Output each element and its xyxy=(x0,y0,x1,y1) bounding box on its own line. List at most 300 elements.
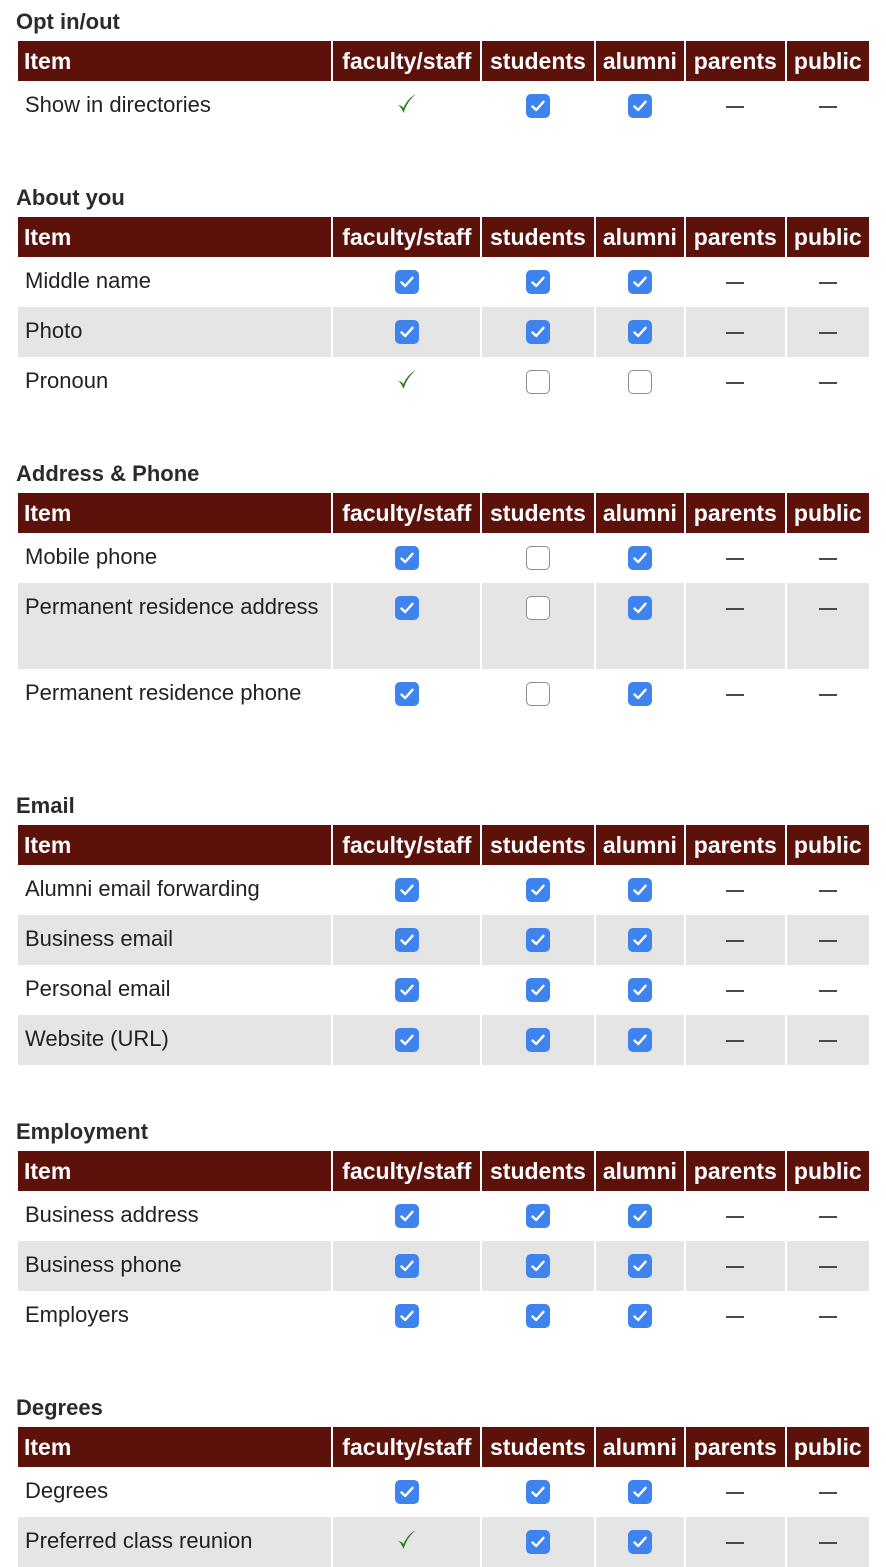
cell-wrap xyxy=(787,307,869,334)
cell-students xyxy=(482,307,594,357)
checked-checkbox[interactable] xyxy=(628,1304,652,1328)
column-header-faculty-staff: faculty/staff xyxy=(333,1427,480,1467)
cell-parents xyxy=(686,915,784,965)
cell-wrap xyxy=(787,257,869,284)
not-applicable-dash-icon xyxy=(726,1316,744,1318)
cell-wrap xyxy=(787,865,869,892)
visibility-table xyxy=(16,1151,871,1341)
checked-checkbox[interactable] xyxy=(628,1028,652,1052)
cell-wrap xyxy=(333,965,480,1002)
cell-wrap xyxy=(482,1291,594,1328)
column-header-public: public xyxy=(787,825,869,865)
cell-wrap xyxy=(686,1291,784,1318)
cell-wrap xyxy=(686,583,784,610)
cell-faculty-staff xyxy=(333,965,480,1015)
not-applicable-dash-icon xyxy=(819,1316,837,1318)
column-header-faculty-staff: faculty/staff xyxy=(333,41,480,81)
cell-alumni xyxy=(596,1291,684,1341)
not-applicable-dash-icon xyxy=(726,890,744,892)
column-header-students: students xyxy=(482,825,594,865)
not-applicable-dash-icon xyxy=(819,890,837,892)
cell-wrap xyxy=(482,357,594,394)
checked-checkbox[interactable] xyxy=(628,682,652,706)
cell-parents xyxy=(686,1517,784,1567)
checked-checkbox[interactable] xyxy=(395,270,419,294)
cell-alumni xyxy=(596,1517,684,1567)
cell-public xyxy=(787,583,869,669)
column-header-alumni: alumni xyxy=(596,493,684,533)
cell-wrap xyxy=(787,1291,869,1318)
cell-students xyxy=(482,669,594,755)
cell-wrap xyxy=(686,1517,784,1544)
cell-wrap xyxy=(596,81,684,118)
cell-parents xyxy=(686,669,784,755)
cell-parents xyxy=(686,1191,784,1241)
cell-wrap xyxy=(787,81,869,108)
column-header-item: Item xyxy=(18,825,331,865)
table-header-row xyxy=(18,1151,869,1191)
cell-public xyxy=(787,1291,869,1341)
cell-faculty-staff xyxy=(333,307,480,357)
cell-students xyxy=(482,583,594,669)
cell-wrap xyxy=(596,1241,684,1278)
cell-wrap xyxy=(333,1015,480,1052)
checked-checkbox[interactable] xyxy=(395,546,419,570)
column-header-item: Item xyxy=(18,1427,331,1467)
cell-wrap xyxy=(482,865,594,902)
not-applicable-dash-icon xyxy=(726,1492,744,1494)
cell-parents xyxy=(686,1291,784,1341)
checked-checkbox[interactable] xyxy=(526,1530,550,1554)
cell-wrap xyxy=(333,1241,480,1278)
cell-parents xyxy=(686,257,784,307)
row-label: Permanent residence address xyxy=(18,583,331,669)
column-header-item: Item xyxy=(18,493,331,533)
not-applicable-dash-icon xyxy=(726,1040,744,1042)
green-checkmark-icon xyxy=(394,370,420,399)
table-row xyxy=(18,533,869,583)
cell-public xyxy=(787,1241,869,1291)
cell-wrap xyxy=(596,1191,684,1228)
row-label: Degrees xyxy=(25,1478,109,1503)
not-applicable-dash-icon xyxy=(819,1266,837,1268)
column-header-item: Item xyxy=(18,41,331,81)
section-title: Employment xyxy=(16,1119,149,1144)
cell-wrap xyxy=(686,307,784,334)
cell-public xyxy=(787,1517,869,1567)
row-label: Pronoun xyxy=(25,368,109,393)
cell-alumni xyxy=(596,965,684,1015)
row-label: Website (URL) xyxy=(18,1015,331,1065)
cell-alumni xyxy=(596,81,684,131)
cell-alumni xyxy=(596,357,684,407)
cell-wrap xyxy=(333,81,480,123)
cell-public xyxy=(787,669,869,755)
table-row xyxy=(18,1015,869,1065)
table-header-row xyxy=(18,41,869,81)
table-row xyxy=(18,669,869,755)
visibility-table xyxy=(16,1427,871,1567)
cell-parents xyxy=(686,865,784,915)
cell-parents xyxy=(686,1015,784,1065)
column-header-students: students xyxy=(482,1151,594,1191)
cell-public xyxy=(787,257,869,307)
not-applicable-dash-icon xyxy=(819,1040,837,1042)
column-header-students: students xyxy=(482,41,594,81)
checked-checkbox[interactable] xyxy=(628,270,652,294)
section-title: Opt in/out xyxy=(16,9,120,34)
cell-public xyxy=(787,81,869,131)
cell-alumni xyxy=(596,865,684,915)
checked-checkbox[interactable] xyxy=(628,546,652,570)
cell-students xyxy=(482,865,594,915)
table-row xyxy=(18,965,869,1015)
column-header-parents: parents xyxy=(686,1427,784,1467)
not-applicable-dash-icon xyxy=(819,608,837,610)
cell-wrap xyxy=(686,915,784,942)
cell-students xyxy=(482,1291,594,1341)
cell-wrap xyxy=(596,1291,684,1328)
cell-public xyxy=(787,1015,869,1065)
checked-checkbox[interactable] xyxy=(395,1480,419,1504)
checked-checkbox[interactable] xyxy=(628,1530,652,1554)
row-label: Employers xyxy=(25,1302,129,1327)
cell-wrap xyxy=(333,533,480,570)
checked-checkbox[interactable] xyxy=(395,978,419,1002)
unchecked-checkbox[interactable] xyxy=(628,370,652,394)
checked-checkbox[interactable] xyxy=(395,596,419,620)
checked-checkbox[interactable] xyxy=(526,928,550,952)
cell-faculty-staff xyxy=(333,1467,480,1517)
green-checkmark-icon xyxy=(394,94,420,123)
row-label: Business email xyxy=(18,915,331,965)
cell-wrap xyxy=(686,81,784,108)
cell-wrap xyxy=(686,865,784,892)
cell-alumni xyxy=(596,583,684,669)
not-applicable-dash-icon xyxy=(819,382,837,384)
checked-checkbox[interactable] xyxy=(395,1204,419,1228)
cell-wrap xyxy=(482,533,594,570)
cell-faculty-staff xyxy=(333,915,480,965)
unchecked-checkbox[interactable] xyxy=(526,682,550,706)
cell-wrap xyxy=(787,583,869,610)
cell-alumni xyxy=(596,1015,684,1065)
cell-students xyxy=(482,257,594,307)
cell-wrap xyxy=(482,965,594,1002)
cell-wrap xyxy=(787,533,869,560)
cell-alumni xyxy=(596,533,684,583)
cell-wrap xyxy=(482,1015,594,1052)
not-applicable-dash-icon xyxy=(726,608,744,610)
cell-wrap xyxy=(686,533,784,560)
column-header-parents: parents xyxy=(686,1151,784,1191)
cell-wrap xyxy=(686,1241,784,1268)
column-header-alumni: alumni xyxy=(596,825,684,865)
column-header-students: students xyxy=(482,217,594,257)
cell-public xyxy=(787,307,869,357)
cell-students xyxy=(482,915,594,965)
visibility-table xyxy=(16,41,871,131)
table-row xyxy=(18,583,869,669)
cell-wrap xyxy=(686,1191,784,1218)
not-applicable-dash-icon xyxy=(726,282,744,284)
column-header-alumni: alumni xyxy=(596,217,684,257)
cell-wrap xyxy=(482,1467,594,1504)
checked-checkbox[interactable] xyxy=(526,1204,550,1228)
section-title: Degrees xyxy=(16,1395,103,1420)
not-applicable-dash-icon xyxy=(819,940,837,942)
cell-wrap xyxy=(333,257,480,294)
checked-checkbox[interactable] xyxy=(628,1204,652,1228)
column-header-parents: parents xyxy=(686,825,784,865)
cell-wrap xyxy=(596,533,684,570)
cell-wrap xyxy=(787,1015,869,1042)
cell-wrap xyxy=(333,865,480,902)
cell-wrap xyxy=(482,1241,594,1278)
cell-wrap xyxy=(686,1467,784,1494)
table-row xyxy=(18,915,869,965)
row-label: Business address xyxy=(25,1202,199,1227)
checked-checkbox[interactable] xyxy=(628,1254,652,1278)
cell-wrap xyxy=(596,583,684,620)
cell-wrap xyxy=(596,257,684,294)
cell-students xyxy=(482,965,594,1015)
cell-alumni xyxy=(596,257,684,307)
cell-wrap xyxy=(686,1015,784,1042)
table-header-row xyxy=(18,493,869,533)
visibility-table xyxy=(16,825,871,1065)
table-row xyxy=(18,1241,869,1291)
row-label: Photo xyxy=(18,307,331,357)
table-row xyxy=(18,1467,869,1517)
cell-wrap xyxy=(482,1517,594,1554)
not-applicable-dash-icon xyxy=(726,1266,744,1268)
cell-wrap xyxy=(596,915,684,952)
cell-alumni xyxy=(596,1241,684,1291)
cell-wrap xyxy=(686,669,784,696)
column-header-faculty-staff: faculty/staff xyxy=(333,1151,480,1191)
column-header-parents: parents xyxy=(686,493,784,533)
cell-parents xyxy=(686,533,784,583)
column-header-item: Item xyxy=(18,1151,331,1191)
green-checkmark-icon xyxy=(394,1530,420,1559)
checked-checkbox[interactable] xyxy=(628,878,652,902)
cell-alumni xyxy=(596,307,684,357)
not-applicable-dash-icon xyxy=(819,106,837,108)
checked-checkbox[interactable] xyxy=(628,320,652,344)
cell-wrap xyxy=(596,669,684,706)
row-label: Middle name xyxy=(25,268,151,293)
cell-faculty-staff xyxy=(333,357,480,407)
cell-faculty-staff xyxy=(333,1291,480,1341)
cell-students xyxy=(482,81,594,131)
row-label: Alumni email forwarding xyxy=(25,876,260,901)
checked-checkbox[interactable] xyxy=(395,878,419,902)
checked-checkbox[interactable] xyxy=(395,928,419,952)
cell-parents xyxy=(686,583,784,669)
row-label: Preferred class reunion xyxy=(18,1517,331,1567)
cell-faculty-staff xyxy=(333,1241,480,1291)
cell-wrap xyxy=(333,1291,480,1328)
checked-checkbox[interactable] xyxy=(395,1028,419,1052)
cell-parents xyxy=(686,1241,784,1291)
cell-wrap xyxy=(333,307,480,344)
not-applicable-dash-icon xyxy=(726,694,744,696)
column-header-public: public xyxy=(787,41,869,81)
not-applicable-dash-icon xyxy=(819,558,837,560)
cell-wrap xyxy=(596,1467,684,1504)
unchecked-checkbox[interactable] xyxy=(526,370,550,394)
not-applicable-dash-icon xyxy=(819,1216,837,1218)
cell-parents xyxy=(686,307,784,357)
checked-checkbox[interactable] xyxy=(395,1304,419,1328)
not-applicable-dash-icon xyxy=(726,382,744,384)
cell-wrap xyxy=(333,669,480,706)
cell-wrap xyxy=(596,965,684,1002)
cell-wrap xyxy=(333,583,480,620)
cell-students xyxy=(482,1517,594,1567)
cell-alumni xyxy=(596,669,684,755)
row-label: Personal email xyxy=(25,976,171,1001)
row-label: Show in directories xyxy=(25,92,211,117)
table-header-row xyxy=(18,825,869,865)
column-header-students: students xyxy=(482,1427,594,1467)
cell-faculty-staff xyxy=(333,1015,480,1065)
visibility-table xyxy=(16,493,871,755)
cell-wrap xyxy=(787,1241,869,1268)
cell-wrap xyxy=(787,1467,869,1494)
cell-wrap xyxy=(596,307,684,344)
cell-wrap xyxy=(686,965,784,992)
cell-wrap xyxy=(787,669,869,696)
cell-wrap xyxy=(787,357,869,384)
cell-wrap xyxy=(596,357,684,394)
row-label: Permanent residence phone xyxy=(25,680,302,705)
cell-wrap xyxy=(333,1191,480,1228)
not-applicable-dash-icon xyxy=(726,1542,744,1544)
cell-wrap xyxy=(482,257,594,294)
column-header-alumni: alumni xyxy=(596,1151,684,1191)
checked-checkbox[interactable] xyxy=(628,978,652,1002)
cell-students xyxy=(482,1467,594,1517)
checked-checkbox[interactable] xyxy=(628,596,652,620)
cell-wrap xyxy=(482,1191,594,1228)
unchecked-checkbox[interactable] xyxy=(526,596,550,620)
unchecked-checkbox[interactable] xyxy=(526,546,550,570)
not-applicable-dash-icon xyxy=(726,1216,744,1218)
cell-wrap xyxy=(596,1015,684,1052)
column-header-parents: parents xyxy=(686,41,784,81)
column-header-item: Item xyxy=(18,217,331,257)
cell-wrap xyxy=(482,915,594,952)
checked-checkbox[interactable] xyxy=(628,928,652,952)
not-applicable-dash-icon xyxy=(726,332,744,334)
not-applicable-dash-icon xyxy=(726,558,744,560)
cell-students xyxy=(482,533,594,583)
checked-checkbox[interactable] xyxy=(526,94,550,118)
cell-students xyxy=(482,1241,594,1291)
cell-wrap xyxy=(787,965,869,992)
cell-faculty-staff xyxy=(333,1517,480,1567)
table-row xyxy=(18,1191,869,1241)
column-header-alumni: alumni xyxy=(596,41,684,81)
cell-faculty-staff xyxy=(333,257,480,307)
table-row xyxy=(18,307,869,357)
cell-alumni xyxy=(596,1467,684,1517)
column-header-faculty-staff: faculty/staff xyxy=(333,493,480,533)
cell-wrap xyxy=(596,865,684,902)
checked-checkbox[interactable] xyxy=(395,1254,419,1278)
cell-wrap xyxy=(686,357,784,384)
cell-faculty-staff xyxy=(333,81,480,131)
checked-checkbox[interactable] xyxy=(526,1254,550,1278)
cell-public xyxy=(787,865,869,915)
cell-faculty-staff xyxy=(333,865,480,915)
cell-public xyxy=(787,915,869,965)
cell-faculty-staff xyxy=(333,583,480,669)
cell-public xyxy=(787,1191,869,1241)
not-applicable-dash-icon xyxy=(819,694,837,696)
checked-checkbox[interactable] xyxy=(395,320,419,344)
not-applicable-dash-icon xyxy=(726,940,744,942)
table-row xyxy=(18,1517,869,1567)
cell-parents xyxy=(686,357,784,407)
column-header-students: students xyxy=(482,493,594,533)
cell-faculty-staff xyxy=(333,533,480,583)
checked-checkbox[interactable] xyxy=(526,1480,550,1504)
not-applicable-dash-icon xyxy=(819,1492,837,1494)
not-applicable-dash-icon xyxy=(726,106,744,108)
cell-students xyxy=(482,1015,594,1065)
table-header-row xyxy=(18,217,869,257)
cell-wrap xyxy=(787,915,869,942)
checked-checkbox[interactable] xyxy=(526,978,550,1002)
column-header-public: public xyxy=(787,1151,869,1191)
section-title: Email xyxy=(16,793,75,818)
cell-alumni xyxy=(596,1191,684,1241)
checked-checkbox[interactable] xyxy=(526,1304,550,1328)
visibility-table xyxy=(16,217,871,407)
not-applicable-dash-icon xyxy=(726,990,744,992)
table-row xyxy=(18,865,869,915)
cell-wrap xyxy=(686,257,784,284)
column-header-public: public xyxy=(787,493,869,533)
cell-parents xyxy=(686,1467,784,1517)
cell-parents xyxy=(686,965,784,1015)
checked-checkbox[interactable] xyxy=(628,94,652,118)
cell-alumni xyxy=(596,915,684,965)
cell-wrap xyxy=(787,1517,869,1544)
checked-checkbox[interactable] xyxy=(395,682,419,706)
not-applicable-dash-icon xyxy=(819,990,837,992)
cell-wrap xyxy=(596,1517,684,1554)
row-label: Business phone xyxy=(18,1241,331,1291)
table-row xyxy=(18,1291,869,1341)
cell-faculty-staff xyxy=(333,669,480,755)
checked-checkbox[interactable] xyxy=(526,1028,550,1052)
checked-checkbox[interactable] xyxy=(628,1480,652,1504)
cell-public xyxy=(787,1467,869,1517)
column-header-alumni: alumni xyxy=(596,1427,684,1467)
checked-checkbox[interactable] xyxy=(526,270,550,294)
column-header-faculty-staff: faculty/staff xyxy=(333,217,480,257)
column-header-parents: parents xyxy=(686,217,784,257)
row-label: Mobile phone xyxy=(25,544,158,569)
cell-wrap xyxy=(482,669,594,706)
checked-checkbox[interactable] xyxy=(526,320,550,344)
cell-wrap xyxy=(333,915,480,952)
checked-checkbox[interactable] xyxy=(526,878,550,902)
